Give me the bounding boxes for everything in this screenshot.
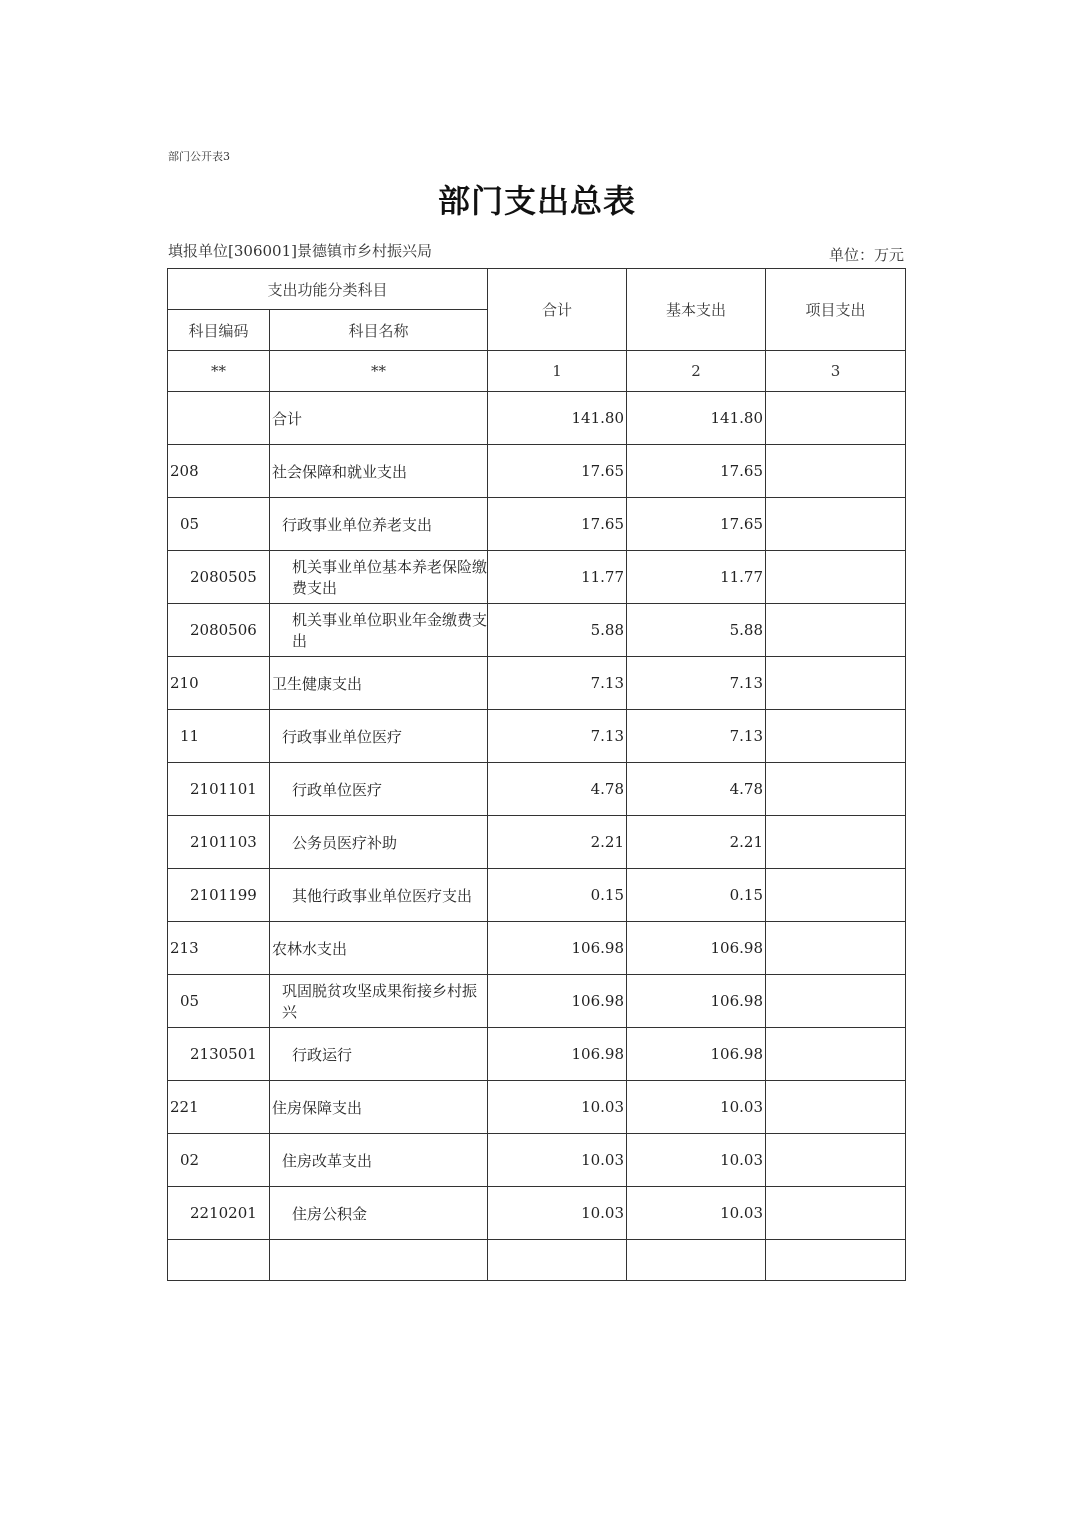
row-total: 10.03 [488,1187,627,1240]
form-id-label: 部门公开表3 [168,150,230,163]
row-name: 机关事业单位职业年金缴费支出 [270,604,488,657]
index-total: 1 [488,351,627,392]
table-row [168,1134,906,1187]
row-project [766,1081,906,1134]
row-basic: 106.98 [627,975,766,1028]
row-basic: 141.80 [627,392,766,445]
index-project: 3 [766,351,906,392]
row-code: 2101103 [168,816,270,869]
row-code: 208 [168,445,270,498]
empty-cell [627,1240,766,1281]
row-total: 0.15 [488,869,627,922]
row-name: 住房公积金 [270,1187,488,1240]
row-basic: 10.03 [627,1187,766,1240]
header-function-category: 支出功能分类科目 [168,269,488,310]
row-basic: 2.21 [627,816,766,869]
row-code: 210 [168,657,270,710]
row-total: 10.03 [488,1134,627,1187]
row-basic: 10.03 [627,1081,766,1134]
row-code: 02 [168,1134,270,1187]
row-code: 2130501 [168,1028,270,1081]
row-total: 11.77 [488,551,627,604]
index-basic: 2 [627,351,766,392]
table-row [168,869,906,922]
row-basic: 5.88 [627,604,766,657]
row-name: 住房改革支出 [270,1134,488,1187]
row-basic: 17.65 [627,498,766,551]
row-project [766,551,906,604]
row-name: 机关事业单位基本养老保险缴费支出 [270,551,488,604]
table-row [168,657,906,710]
header-code: 科目编码 [168,310,270,351]
empty-cell [766,1240,906,1281]
row-name: 巩固脱贫攻坚成果衔接乡村振兴 [270,975,488,1028]
row-project [766,816,906,869]
row-name: 社会保障和就业支出 [270,445,488,498]
row-code [168,392,270,445]
row-project [766,710,906,763]
row-project [766,604,906,657]
header-name: 科目名称 [270,310,488,351]
row-total: 17.65 [488,498,627,551]
table-row [168,816,906,869]
table-row [168,975,906,1028]
row-name: 农林水支出 [270,922,488,975]
table-row [168,763,906,816]
index-name: ** [270,351,488,392]
table-row [168,392,906,445]
currency-unit: 单位：万元 [828,246,904,264]
header-row-index [168,351,906,392]
row-total: 7.13 [488,710,627,763]
table-row [168,498,906,551]
row-project [766,869,906,922]
row-basic: 17.65 [627,445,766,498]
index-code: ** [168,351,270,392]
row-code: 05 [168,975,270,1028]
row-project [766,1028,906,1081]
row-name: 住房保障支出 [270,1081,488,1134]
table-row [168,445,906,498]
row-basic: 10.03 [627,1134,766,1187]
row-total: 141.80 [488,392,627,445]
row-name: 合计 [270,392,488,445]
row-project [766,392,906,445]
row-code: 221 [168,1081,270,1134]
row-total: 5.88 [488,604,627,657]
row-basic: 106.98 [627,1028,766,1081]
table-row [168,1081,906,1134]
row-total: 10.03 [488,1081,627,1134]
row-code: 2080506 [168,604,270,657]
row-project [766,1134,906,1187]
row-code: 213 [168,922,270,975]
row-project [766,445,906,498]
row-project [766,975,906,1028]
table-row [168,551,906,604]
row-basic: 0.15 [627,869,766,922]
header-basic: 基本支出 [627,269,766,351]
row-project [766,763,906,816]
table-row [168,1187,906,1240]
header-project: 项目支出 [766,269,906,351]
reporting-unit: 填报单位[306001]景德镇市乡村振兴局 [168,242,432,260]
row-total: 106.98 [488,1028,627,1081]
row-name: 行政事业单位医疗 [270,710,488,763]
header-total: 合计 [488,269,627,351]
row-code: 05 [168,498,270,551]
row-total: 4.78 [488,763,627,816]
table-row [168,1028,906,1081]
empty-cell [488,1240,627,1281]
row-basic: 4.78 [627,763,766,816]
empty-cell [168,1240,270,1281]
page-title: 部门支出总表 [437,182,636,220]
row-total: 106.98 [488,975,627,1028]
row-basic: 7.13 [627,657,766,710]
table-row [168,604,906,657]
empty-cell [270,1240,488,1281]
row-basic: 11.77 [627,551,766,604]
row-project [766,922,906,975]
row-code: 2101101 [168,763,270,816]
table-row [168,710,906,763]
row-basic: 106.98 [627,922,766,975]
row-project [766,498,906,551]
empty-row [168,1240,906,1281]
row-name: 行政单位医疗 [270,763,488,816]
row-code: 2210201 [168,1187,270,1240]
row-name: 公务员医疗补助 [270,816,488,869]
row-name: 其他行政事业单位医疗支出 [270,869,488,922]
table-row [168,922,906,975]
row-name: 行政运行 [270,1028,488,1081]
expenditure-table [167,268,906,1281]
row-total: 106.98 [488,922,627,975]
row-name: 行政事业单位养老支出 [270,498,488,551]
header-row-group [168,269,906,310]
row-name: 卫生健康支出 [270,657,488,710]
row-code: 2080505 [168,551,270,604]
row-basic: 7.13 [627,710,766,763]
row-code: 11 [168,710,270,763]
row-total: 7.13 [488,657,627,710]
row-total: 2.21 [488,816,627,869]
row-code: 2101199 [168,869,270,922]
row-project [766,657,906,710]
row-total: 17.65 [488,445,627,498]
row-project [766,1187,906,1240]
